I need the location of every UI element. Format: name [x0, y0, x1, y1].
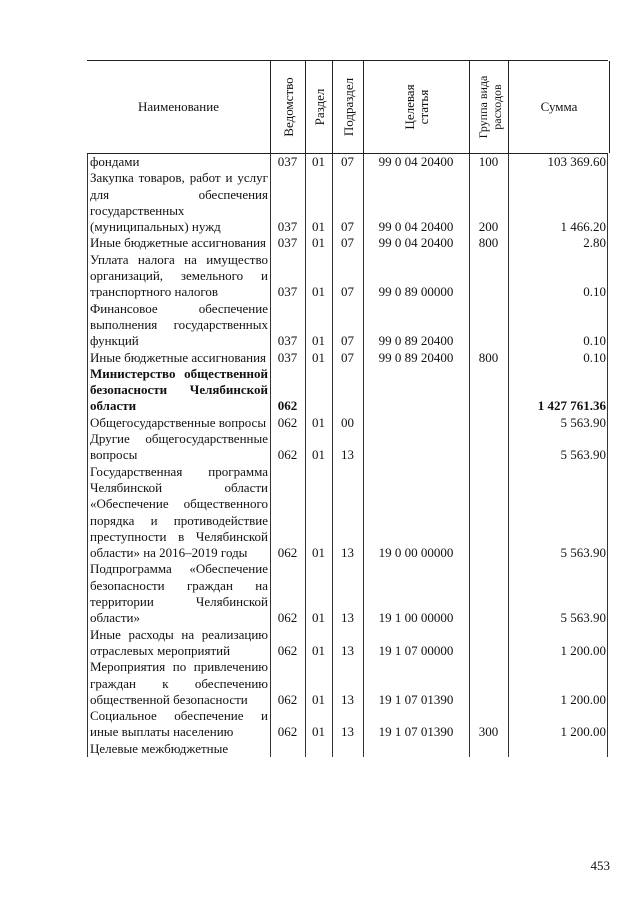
row-section: 01 — [312, 154, 325, 169]
row-target: 99 0 89 00000 — [378, 284, 454, 300]
row-group: 100 — [478, 154, 499, 169]
row-target: 19 0 00 00000 — [378, 545, 454, 561]
row-section: 01 — [312, 545, 325, 561]
table-row — [87, 627, 608, 660]
header-group: Группа вида расходов — [475, 75, 504, 139]
row-sum: 5 563.90 — [560, 414, 606, 430]
row-dept: 037 — [277, 154, 298, 169]
header-group-cell — [469, 61, 509, 153]
row-section: 01 — [312, 642, 325, 658]
row-target: 19 1 07 01390 — [378, 691, 454, 707]
row-target: 19 1 00 00000 — [378, 610, 454, 626]
header-sum: Сумма — [540, 99, 578, 114]
header-name: Наименование — [138, 99, 219, 114]
row-sum: 103 369.60 — [547, 154, 606, 169]
row-section: 01 — [312, 235, 325, 251]
row-group: 800 — [478, 235, 499, 251]
row-sum: 0.10 — [583, 284, 606, 300]
row-sum: 5 563.90 — [560, 610, 606, 626]
header-subsection: Подраздел — [340, 77, 356, 137]
row-name: Иные бюджетные ассигнования — [90, 235, 267, 251]
row-sum: 0.10 — [583, 349, 606, 365]
table-row — [87, 741, 608, 757]
row-subsection: 00 — [341, 414, 354, 430]
row-target: 99 0 89 20400 — [378, 349, 454, 365]
table-row — [87, 252, 608, 301]
row-name: Целевые межбюджетные — [90, 740, 229, 756]
table-row — [87, 464, 608, 562]
row-target: 19 1 07 01390 — [378, 724, 454, 740]
row-name: Закупка товаров, работ и услуг для обеспечения государственных (муниципальных) нужд — [90, 170, 268, 235]
row-dept: 037 — [277, 235, 298, 251]
row-section: 01 — [312, 349, 325, 365]
table-header — [87, 60, 608, 154]
row-target: 99 0 04 20400 — [378, 154, 454, 169]
table-row — [87, 561, 608, 626]
row-sum: 1 466.20 — [560, 219, 606, 235]
row-name: Государственная программа Челябинской области «Обеспечение общественного порядка и противодействие преступности в Челябинской области» на 2016–2019 годы — [90, 463, 268, 561]
table-row — [87, 366, 608, 415]
header-dept-cell — [270, 61, 306, 153]
row-dept: 037 — [277, 349, 298, 365]
row-sum: 5 563.90 — [560, 545, 606, 561]
row-section: 01 — [312, 724, 325, 740]
row-section: 01 — [312, 284, 325, 300]
row-subsection: 13 — [341, 545, 354, 561]
row-name: Подпрограмма «Обеспечение безопасности граждан на территории Челябинской области» — [90, 561, 268, 626]
row-sum: 0.10 — [583, 333, 606, 349]
table-row — [87, 431, 608, 464]
row-name: Иные бюджетные ассигнования — [90, 349, 267, 365]
row-subsection: 13 — [341, 691, 354, 707]
row-target: 99 0 89 20400 — [378, 333, 454, 349]
row-dept: 037 — [277, 284, 298, 300]
page-number: 453 — [590, 858, 610, 873]
row-dept: 062 — [277, 642, 298, 658]
row-subsection: 13 — [341, 724, 354, 740]
row-name: Иные расходы на реализацию отраслевых мероприятий — [90, 626, 268, 658]
row-dept: 062 — [277, 447, 298, 463]
row-section: 01 — [312, 447, 325, 463]
row-subsection: 13 — [341, 642, 354, 658]
table-row — [87, 170, 608, 235]
header-target: Целевая статья — [402, 84, 431, 130]
row-sum: 1 200.00 — [560, 691, 606, 707]
row-dept: 062 — [277, 610, 298, 626]
row-sum: 2.80 — [583, 235, 606, 251]
row-subsection: 07 — [341, 235, 354, 251]
row-name: Уплата налога на имущество организаций, земельного и транспортного налогов — [90, 251, 268, 300]
row-section: 01 — [312, 333, 325, 349]
header-name-cell — [87, 61, 270, 153]
row-sum: 1 200.00 — [560, 724, 606, 740]
row-sum: 1 200.00 — [560, 642, 606, 658]
row-dept: 062 — [277, 545, 298, 561]
row-name: Мероприятия по привлечению граждан к обеспечению общественной безопасности — [90, 659, 268, 707]
row-target: 99 0 04 20400 — [378, 235, 454, 251]
header-section-cell — [305, 61, 333, 153]
row-target: 99 0 04 20400 — [378, 219, 454, 235]
header-subsection-cell — [332, 61, 364, 153]
row-name: Министерство общественной безопасности Челябинской области — [90, 365, 268, 414]
row-name: Другие общегосударственные вопросы — [90, 431, 268, 463]
header-dept: Ведомство — [280, 77, 296, 137]
table-row — [87, 301, 608, 350]
table-row — [87, 415, 608, 431]
row-dept: 062 — [277, 691, 298, 707]
row-section: 01 — [312, 610, 325, 626]
row-subsection: 07 — [341, 284, 354, 300]
row-section: 01 — [312, 691, 325, 707]
table-row — [87, 235, 608, 251]
header-sum-cell — [508, 61, 610, 153]
row-sum: 5 563.90 — [560, 447, 606, 463]
row-subsection: 07 — [341, 349, 354, 365]
row-sum: 1 427 761.36 — [537, 398, 606, 414]
row-subsection: 07 — [341, 333, 354, 349]
row-name: фондами — [90, 154, 140, 169]
row-name: Социальное обеспечение и иные выплаты населению — [90, 708, 268, 740]
row-subsection: 07 — [341, 219, 354, 235]
row-dept: 037 — [277, 219, 298, 235]
row-section: 01 — [312, 414, 325, 430]
row-subsection: 13 — [341, 610, 354, 626]
row-group: 300 — [478, 724, 499, 740]
row-section: 01 — [312, 219, 325, 235]
row-group: 200 — [478, 219, 499, 235]
header-section: Раздел — [311, 88, 327, 126]
table-row — [87, 154, 608, 170]
header-target-cell — [363, 61, 470, 153]
budget-table — [87, 60, 608, 757]
row-group: 800 — [478, 349, 499, 365]
row-dept: 037 — [277, 333, 298, 349]
row-name: Финансовое обеспечение выполнения государственных функций — [90, 300, 268, 349]
table-row — [87, 708, 608, 741]
row-subsection: 07 — [341, 154, 354, 169]
row-target: 19 1 07 00000 — [378, 642, 454, 658]
table-body — [87, 154, 608, 757]
row-dept: 062 — [277, 414, 298, 430]
row-dept: 062 — [277, 398, 298, 414]
row-subsection: 13 — [341, 447, 354, 463]
table-row — [87, 350, 608, 366]
row-dept: 062 — [277, 724, 298, 740]
table-row — [87, 659, 608, 708]
row-name: Общегосударственные вопросы — [90, 414, 267, 430]
